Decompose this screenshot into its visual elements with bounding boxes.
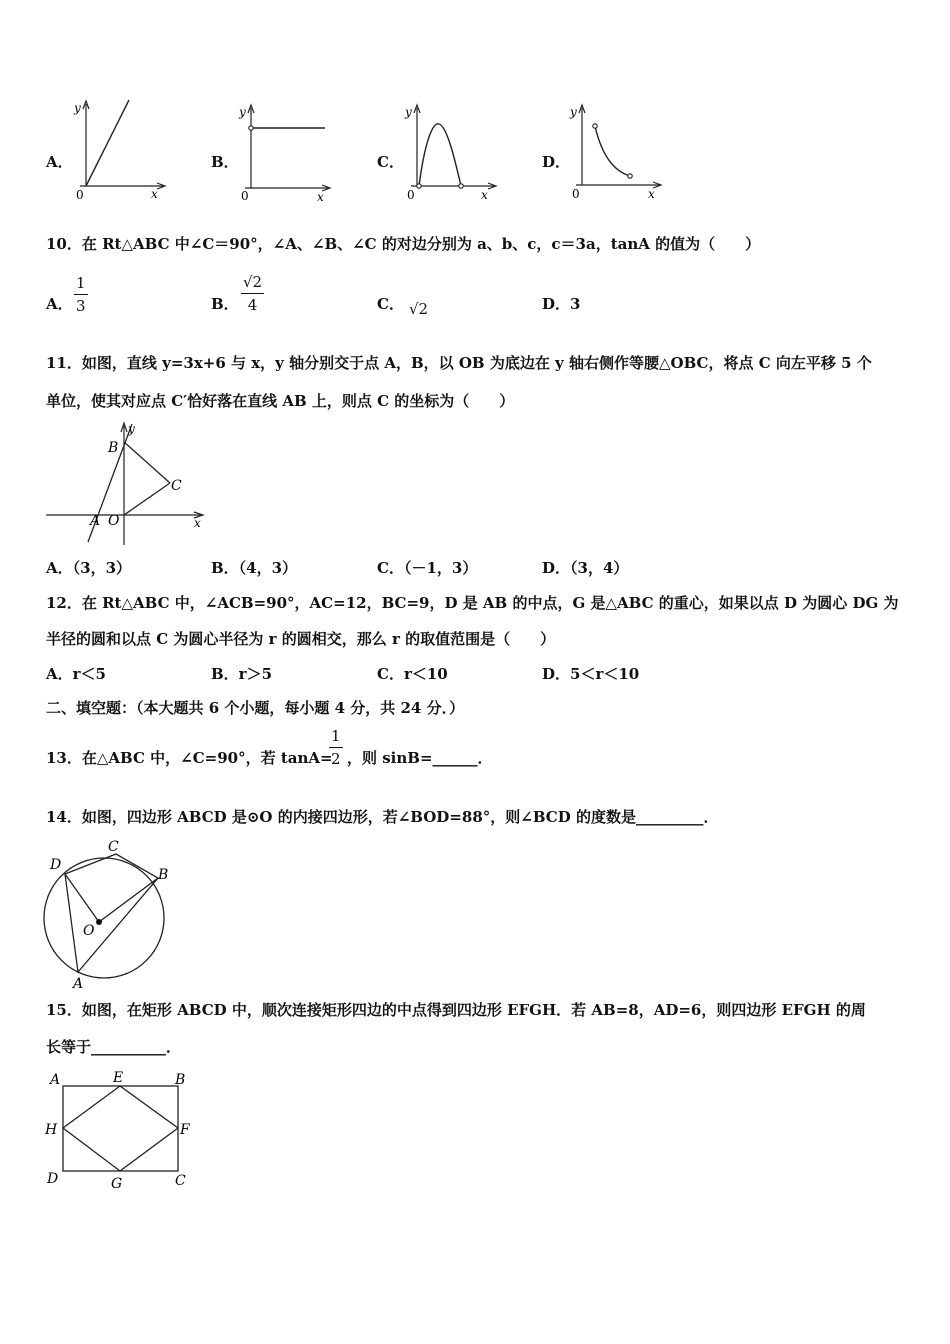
label-y: y: [128, 422, 135, 436]
q10-stem: 10．在 Rt△ABC 中∠C＝90°，∠A、∠B、∠C 的对边分别为 a、b、c，c＝3a，tanA 的值为（ ）: [46, 235, 761, 253]
numerator: 1: [74, 274, 88, 295]
q12-option-a: A．r＜5: [46, 665, 106, 683]
label-g: G: [111, 1176, 123, 1192]
y-axis-label: y: [405, 105, 412, 119]
label-b: B: [108, 440, 119, 456]
x-axis-label: x: [151, 187, 158, 201]
q11-stem-line1: 11．如图，直线 y=3x+6 与 x，y 轴分别交于点 A，B，以 OB 为底边在 y 轴右侧作等腰△OBC，将点 C 向左平移 5 个: [46, 354, 872, 372]
q13-stem-post: ，则 sinB=______．: [347, 749, 493, 767]
denominator: 4: [247, 296, 258, 314]
denominator: 3: [76, 297, 86, 315]
q9-graph-c: [403, 100, 503, 204]
q11-option-d: D．（3，4）: [542, 559, 629, 577]
x-axis-label: x: [317, 190, 324, 204]
q10-option-a-fraction: [74, 274, 88, 315]
option-label: A．: [46, 153, 73, 171]
label-d: D: [50, 857, 62, 873]
q13-stem-pre: 13．在△ABC 中，∠C=90°，若 tanA=: [46, 749, 333, 767]
q9-graph-b: [237, 100, 337, 204]
origin-label: 0: [407, 188, 415, 202]
q9-graph-d: [568, 100, 668, 204]
q12-option-c: C．r＜10: [377, 665, 448, 683]
q12-option-d: D．5＜r＜10: [542, 665, 640, 683]
q12-option-b: B．r＞5: [211, 665, 273, 683]
q12-stem-line2: 半径的圆和以点 C 为圆心半径为 r 的圆相交，那么 r 的取值范围是（ ）: [46, 630, 556, 648]
label-d: D: [47, 1171, 59, 1187]
q14-stem: 14．如图，四边形 ABCD 是⊙O 的内接四边形，若∠BOD=88°，则∠BCD 的度数是_________．: [46, 808, 719, 826]
label-c: C: [175, 1173, 186, 1189]
y-axis-label: y: [570, 105, 577, 119]
q10-option-d-label: D．: [542, 295, 571, 313]
x-axis-label: x: [648, 187, 655, 201]
q12-stem-line1: 12．在 Rt△ABC 中，∠ACB=90°，AC=12，BC=9，D 是 AB 的中点，G 是△ABC 的重心，如果以点 D 为圆心 DG 为: [46, 594, 899, 612]
option-label: C．: [377, 153, 404, 171]
q11-option-b: B．（4，3）: [211, 559, 298, 577]
section-heading: 二、填空题：（本大题共 6 个小题，每小题 4 分，共 24 分．）: [46, 699, 465, 717]
q10-option-a-label: A．: [46, 295, 73, 313]
label-o: O: [108, 513, 120, 529]
q15-stem-line1: 15．如图，在矩形 ABCD 中，顺次连接矩形四边的中点得到四边形 EFGH．若 AB=8，AD=6，则四边形 EFGH 的周: [46, 1001, 866, 1019]
label-c: C: [171, 478, 182, 494]
q13-fraction: [329, 727, 343, 768]
origin-label: 0: [76, 188, 84, 202]
option-label: B．: [211, 153, 239, 171]
y-axis-label: y: [74, 101, 81, 115]
q10-option-d-value: 3: [570, 295, 581, 313]
label-f: F: [180, 1122, 190, 1138]
q10-option-b-fraction: [241, 273, 264, 314]
option-label: D．: [542, 153, 571, 171]
label-b: B: [175, 1072, 186, 1088]
origin-label: 0: [241, 189, 249, 203]
q11-option-a: A．（3，3）: [46, 559, 132, 577]
q15-figure: [42, 1066, 202, 1194]
y-axis-label: y: [239, 105, 246, 119]
numerator: 1: [329, 727, 343, 748]
label-a: A: [50, 1072, 61, 1088]
q15-stem-line2: 长等于__________．: [46, 1038, 182, 1056]
label-b: B: [158, 867, 169, 883]
q11-option-c: C．（－1，3）: [377, 559, 478, 577]
q14-figure: [40, 836, 180, 991]
label-x: x: [194, 516, 201, 530]
rectangle-abcd: [63, 1086, 178, 1171]
label-h: H: [45, 1122, 58, 1138]
label-e: E: [113, 1070, 124, 1086]
q10-option-c-value: √2: [409, 300, 429, 318]
quadrilateral-efgh: [63, 1086, 178, 1171]
numerator: √2: [241, 273, 264, 294]
origin-label: 0: [572, 187, 580, 201]
q11-stem-line2: 单位，使其对应点 C′恰好落在直线 AB 上，则点 C 的坐标为（ ）: [46, 392, 515, 410]
label-o: O: [83, 923, 95, 939]
label-c: C: [108, 839, 119, 855]
label-a: A: [90, 513, 101, 529]
x-axis-label: x: [481, 188, 488, 202]
denominator: 2: [331, 750, 341, 768]
q10-option-b-label: B．: [211, 295, 239, 313]
q9-graph-a: [72, 96, 172, 202]
q10-option-c-label: C．: [377, 295, 404, 313]
label-a: A: [73, 976, 84, 991]
q11-figure: [44, 420, 206, 550]
